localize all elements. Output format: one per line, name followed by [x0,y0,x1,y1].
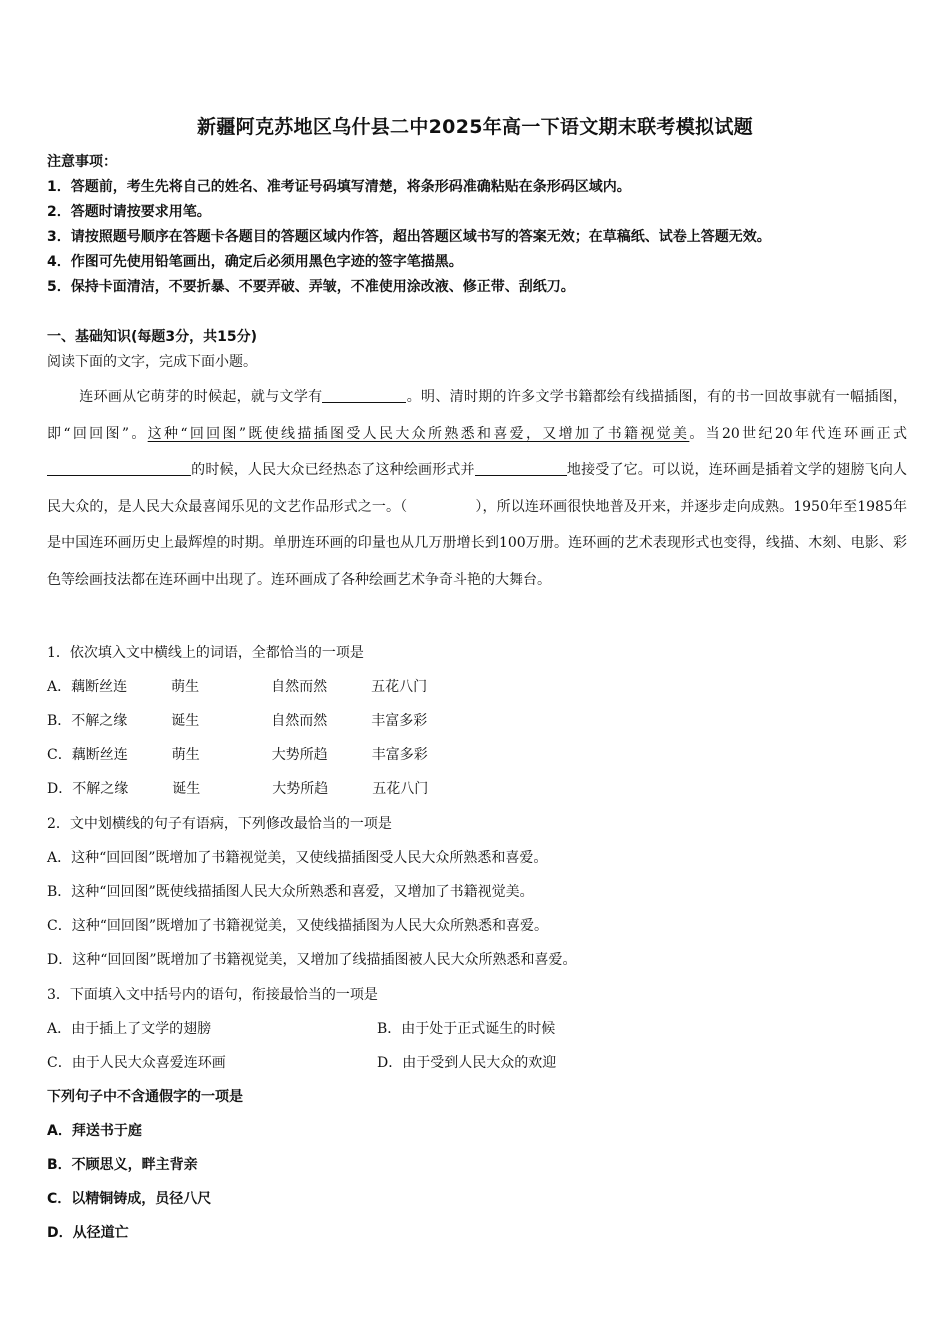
option-label: D． [47,781,73,797]
notice-item: 4．作图可先使用铅笔画出，确定后必须用黑色字迹的签字笔描黑。 [47,254,463,270]
notice-heading: 注意事项： [47,154,117,170]
option-label: A． [47,679,72,695]
passage-text: 连环画从它萌芽的时候起，就与文学有 [79,389,323,405]
question-4-option-b: B．不顾思义，畔主背亲 [47,1157,198,1173]
question-2-option-a: A．这种“回回图”既增加了书籍视觉美，又使线描插图受人民大众所熟悉和喜爱。 [47,850,548,866]
option-word: 不解之缘 [71,713,128,729]
question-4-option-d: D．从径道亡 [47,1225,129,1241]
question-3-option-c: C．由于人民大众喜爱连环画 [47,1055,226,1071]
notice-item: 2．答题时请按要求用笔。 [47,204,211,220]
notice-item: 3．请按照题号顺序在答题卡各题目的答题区域内作答，超出答题区域书写的答案无效；在草稿纸、试卷上答题无效。 [47,229,771,245]
question-3-option-a: A．由于插上了文学的翅膀 [47,1021,212,1037]
passage-text: 的时候，人民大众已经热态了这种绘画形式并 [191,462,475,479]
question-2-stem: 2．文中划横线的句子有语病，下列修改最恰当的一项是 [47,816,392,832]
notice-block [47,150,917,300]
question-1-stem: 1．依次填入文中横线上的词语，全都恰当的一项是 [47,645,364,661]
question-4-stem: 下列句子中不含通假字的一项是 [47,1089,243,1105]
question-3-option-b: B．由于处于正式诞生的时候 [377,1021,556,1037]
option-word: 五花八门 [372,781,429,797]
option-word: 大势所趋 [272,781,329,797]
passage-text: 。当20世纪20年代连环画正式 [689,425,907,442]
option-word: 诞生 [172,781,201,797]
fill-blank [475,461,567,476]
option-word: 诞生 [171,713,200,729]
page-title: 新疆阿克苏地区乌什县二中2025年高一下语文期末联考模拟试题 [197,116,753,138]
option-word: 萌生 [171,747,200,763]
section-heading: 一、基础知识(每题3分，共15分) [47,329,258,345]
option-word: 藕断丝连 [71,747,128,763]
option-label: C． [47,747,72,763]
question-1-option-a [47,676,427,696]
option-word: 自然而然 [271,679,328,695]
passage-text: 地接受了它。可以说，连环画是插着文学的翅膀飞向人民大众的，是人民大众最喜闻乐见的文艺作品形式之一。（ [47,462,907,515]
question-2-option-b: B．这种“回回图”既使线描插图人民大众所熟悉和喜爱，又增加了书籍视觉美。 [47,884,534,900]
option-word: 丰富多彩 [371,747,428,763]
question-2-option-c: C．这种“回回图”既增加了书籍视觉美，又使线描插图为人民大众所熟悉和喜爱。 [47,918,549,934]
fill-blank [322,388,406,403]
passage-text: 。明、清时期的许多文学书籍都绘有线描插图，有的书一回故事就有一幅插图，即“回回图”。 [47,389,908,442]
question-1-option-c [47,744,428,764]
question-3-stem: 3．下面填入文中括号内的语句，衔接最恰当的一项是 [47,987,378,1003]
fill-blank [47,461,191,476]
option-word: 大势所趋 [271,747,328,763]
option-word: 丰富多彩 [371,713,428,729]
notice-item: 1．答题前，考生先将自己的姓名、准考证号码填写清楚，将条形码准确粘贴在条形码区域内。 [47,179,631,195]
option-word: 不解之缘 [72,781,129,797]
reading-passage [47,379,907,599]
passage-text: ），所以连环画很快地普及开来，并逐步走向成熟。1950年至1985年是中国连环画历史上最辉煌的时期。单册连环画的印量也从几万册增长到100万册。连环画的艺术表现形式也变得，线描、木刻、电影、彩色等绘画技法都在连环画中出现了。连环画成了各种绘画艺术争奇斗艳的大舞台。 [47,498,907,588]
question-1-option-b [47,710,427,730]
question-4-option-c: C．以精铜铸成，员径八尺 [47,1191,212,1207]
question-3-option-d: D．由于受到人民大众的欢迎 [377,1055,557,1071]
underlined-sentence: 这种“回回图”既使线描插图受人民大众所熟悉和喜爱，又增加了书籍视觉美 [147,425,690,442]
section-intro: 阅读下面的文字，完成下面小题。 [47,354,257,370]
option-word: 萌生 [171,679,200,695]
option-word: 五花八门 [371,679,428,695]
question-4-option-a: A．拜送书于庭 [47,1123,142,1139]
option-label: B． [47,713,72,729]
notice-item: 5．保持卡面清洁，不要折暴、不要弄破、弄皱，不准使用涂改液、修正带、刮纸刀。 [47,279,575,295]
option-word: 自然而然 [271,713,328,729]
question-1-option-d [47,778,428,798]
question-2-option-d: D．这种“回回图”既增加了书籍视觉美，又增加了线描插图被人民大众所熟悉和喜爱。 [47,952,577,968]
option-word: 藕断丝连 [71,679,128,695]
